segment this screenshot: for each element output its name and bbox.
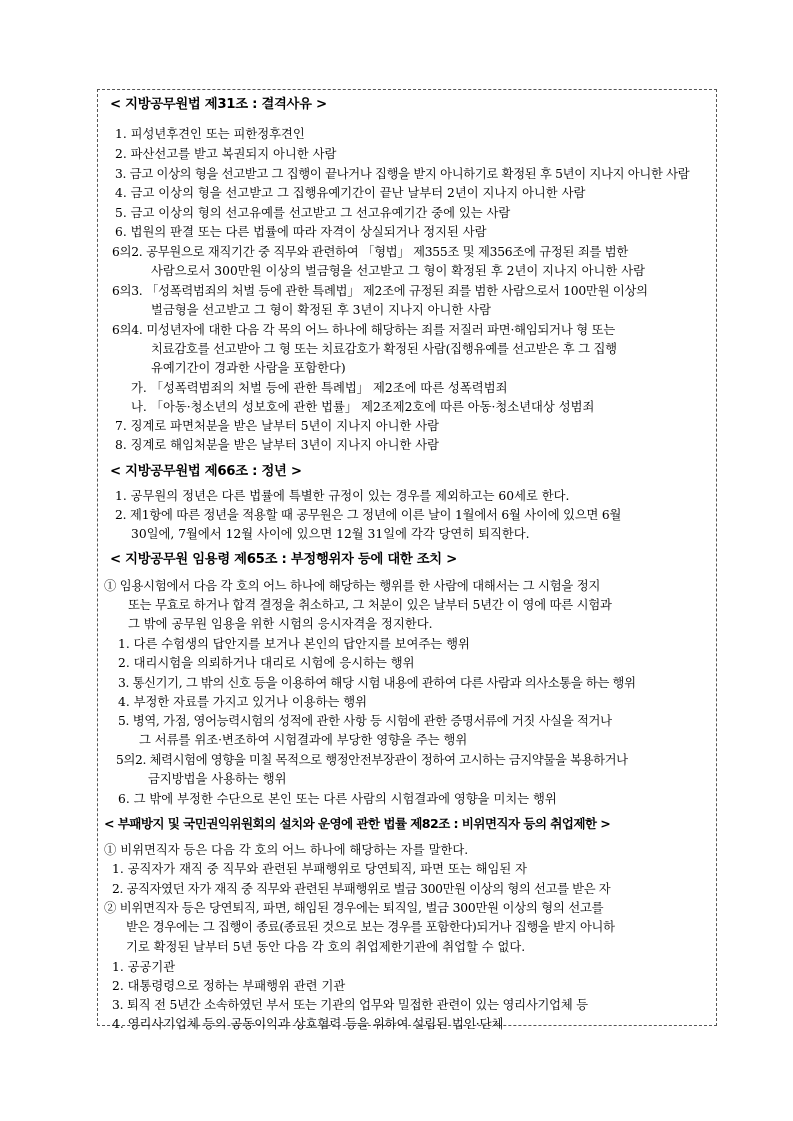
- list-item: 3. 통신기기, 그 밖의 신호 등을 이용하여 해당 시험 내용에 관하여 다른 사람과 의사소통을 하는 행위: [118, 676, 636, 690]
- sub-list-item: 가. 「성폭력범죄의 처벌 등에 관한 특례법」 제2조에 따른 성폭력범죄: [131, 381, 508, 395]
- list-item: 1. 공직자가 재직 중 직무와 관련된 부패행위로 당연퇴직, 파면 또는 해임된 자: [112, 862, 528, 876]
- list-item: 5의2. 체력시험에 영향을 미칠 목적으로 행정안전부장관이 정하여 고시하는 금지약물을 복용하거나: [116, 753, 628, 767]
- list-item-continuation: 유예기간이 경과한 사람을 포함한다): [151, 361, 346, 375]
- list-item: 2. 대통령령으로 정하는 부패행위 관련 기관: [112, 979, 346, 993]
- section-heading: < 지방공무원법 제66조 : 정년 >: [110, 464, 302, 479]
- list-item: 2. 대리시험을 의뢰하거나 대리로 시험에 응시하는 행위: [118, 656, 415, 670]
- law-excerpt-box: [97, 89, 717, 1031]
- paragraph: ① 비위면직자 등은 다음 각 호의 어느 하나에 해당하는 자를 말한다.: [104, 843, 469, 857]
- list-item: 8. 징계로 해임처분을 받은 날부터 3년이 지나지 아니한 사람: [115, 438, 440, 452]
- list-item: 5. 금고 이상의 형의 선고유예를 선고받고 그 선고유예기간 중에 있는 사람: [115, 206, 511, 220]
- list-item-continuation: 그 서류를 위조·변조하여 시험결과에 부당한 영향을 주는 행위: [139, 733, 468, 747]
- list-item-continuation: 금지방법을 사용하는 행위: [148, 772, 287, 786]
- paragraph-continuation: 기로 확정된 날부터 5년 동안 다음 각 호의 취업제한기관에 취업할 수 없다.: [126, 940, 526, 954]
- sub-list-item: 나. 「아동·청소년의 성보호에 관한 법률」 제2조제2호에 따른 아동·청소년대상 성범죄: [131, 400, 595, 414]
- list-item: 2. 제1항에 따른 정년을 적용할 때 공무원은 그 정년에 이른 날이 1월에서 6월 사이에 있으면 6월: [115, 508, 622, 522]
- list-item: 1. 다른 수험생의 답안지를 보거나 본인의 답안지를 보여주는 행위: [118, 637, 470, 651]
- list-item: 4. 영리사기업체 등의 공동이익과 상호협력 등을 위하여 설립된 법인·단체: [112, 1017, 504, 1031]
- list-item: 6의3. 「성폭력범죄의 처벌 등에 관한 특례법」 제2조에 규정된 죄를 범한 사람으로서 100만원 이상의: [112, 284, 648, 298]
- paragraph-continuation: 그 밖에 공무원 임용을 위한 시험의 응시자격을 정지한다.: [128, 617, 433, 631]
- list-item: 6. 그 밖에 부정한 수단으로 본인 또는 다른 사람의 시험결과에 영향을 미치는 행위: [118, 792, 557, 806]
- list-item-continuation: 30일에, 7월에서 12월 사이에 있으면 12월 31일에 각각 당연히 퇴직한다.: [131, 527, 530, 541]
- list-item: 4. 부정한 자료를 가지고 있거나 이용하는 행위: [118, 695, 368, 709]
- list-item: 1. 공무원의 정년은 다른 법률에 특별한 규정이 있는 경우를 제외하고는 60세로 한다.: [115, 489, 570, 503]
- paragraph-continuation: 받은 경우에는 그 집행이 종료(종료된 것으로 보는 경우를 포함한다)되거나 집행을 받지 아니하: [126, 920, 615, 934]
- list-item-continuation: 벌금형을 선고받고 그 형이 확정된 후 3년이 지나지 아니한 사람: [151, 303, 491, 317]
- list-item: 3. 퇴직 전 5년간 소속하였던 부서 또는 기관의 업무와 밀접한 관련이 있는 영리사기업체 등: [112, 998, 588, 1012]
- list-item-continuation: 사람으로서 300만원 이상의 벌금형을 선고받고 그 형이 확정된 후 2년이 지나지 아니한 사람: [151, 264, 645, 278]
- list-item: 2. 파산선고를 받고 복권되지 아니한 사람: [115, 147, 337, 161]
- section-heading: < 지방공무원 임용령 제65조 : 부정행위자 등에 대한 조치 >: [110, 552, 458, 567]
- list-item: 2. 공직자였던 자가 재직 중 직무와 관련된 부패행위로 벌금 300만원 이상의 형의 선고를 받은 자: [112, 882, 611, 896]
- list-item: 4. 금고 이상의 형을 선고받고 그 집행유예기간이 끝난 날부터 2년이 지나지 아니한 사람: [115, 186, 586, 200]
- list-item: 6의2. 공무원으로 재직기간 중 직무와 관련하여 「형법」 제355조 및 제356조에 규정된 죄를 범한: [112, 245, 628, 259]
- section-heading: < 지방공무원법 제31조 : 결격사유 >: [110, 97, 327, 112]
- list-item-continuation: 치료감호를 선고받아 그 형 또는 치료감호가 확정된 사람(집행유예를 선고받은 후 그 집행: [151, 342, 617, 356]
- paragraph: ② 비위면직자 등은 당연퇴직, 파면, 해임된 경우에는 퇴직일, 벌금 300만원 이상의 형의 선고를: [104, 901, 604, 915]
- list-item: 6의4. 미성년자에 대한 다음 각 목의 어느 하나에 해당하는 죄를 저질러 파면·해임되거나 형 또는: [112, 323, 615, 337]
- list-item: 7. 징계로 파면처분을 받은 날부터 5년이 지나지 아니한 사람: [115, 419, 440, 433]
- list-item: 3. 금고 이상의 형을 선고받고 그 집행이 끝나거나 집행을 받지 아니하기로 확정된 후 5년이 지나지 아니한 사람: [115, 167, 690, 181]
- section-heading: < 부패방지 및 국민권익위원회의 설치와 운영에 관한 법률 제82조 : 비위면직자 등의 취업제한 >: [104, 816, 611, 831]
- paragraph-continuation: 또는 무효로 하거나 합격 결정을 취소하고, 그 처분이 있은 날부터 5년간 이 영에 따른 시험과: [128, 598, 612, 612]
- list-item: 5. 병역, 가점, 영어능력시험의 성적에 관한 사항 등 시험에 관한 증명서류에 거짓 사실을 적거나: [118, 714, 612, 728]
- list-item: 1. 피성년후견인 또는 피한정후견인: [115, 127, 305, 141]
- paragraph: ① 임용시험에서 다음 각 호의 어느 하나에 해당하는 행위를 한 사람에 대해서는 그 시험을 정지: [104, 579, 601, 593]
- list-item: 1. 공공기관: [112, 960, 176, 974]
- list-item: 6. 법원의 판결 또는 다른 법률에 따라 자격이 상실되거나 정지된 사람: [115, 225, 487, 239]
